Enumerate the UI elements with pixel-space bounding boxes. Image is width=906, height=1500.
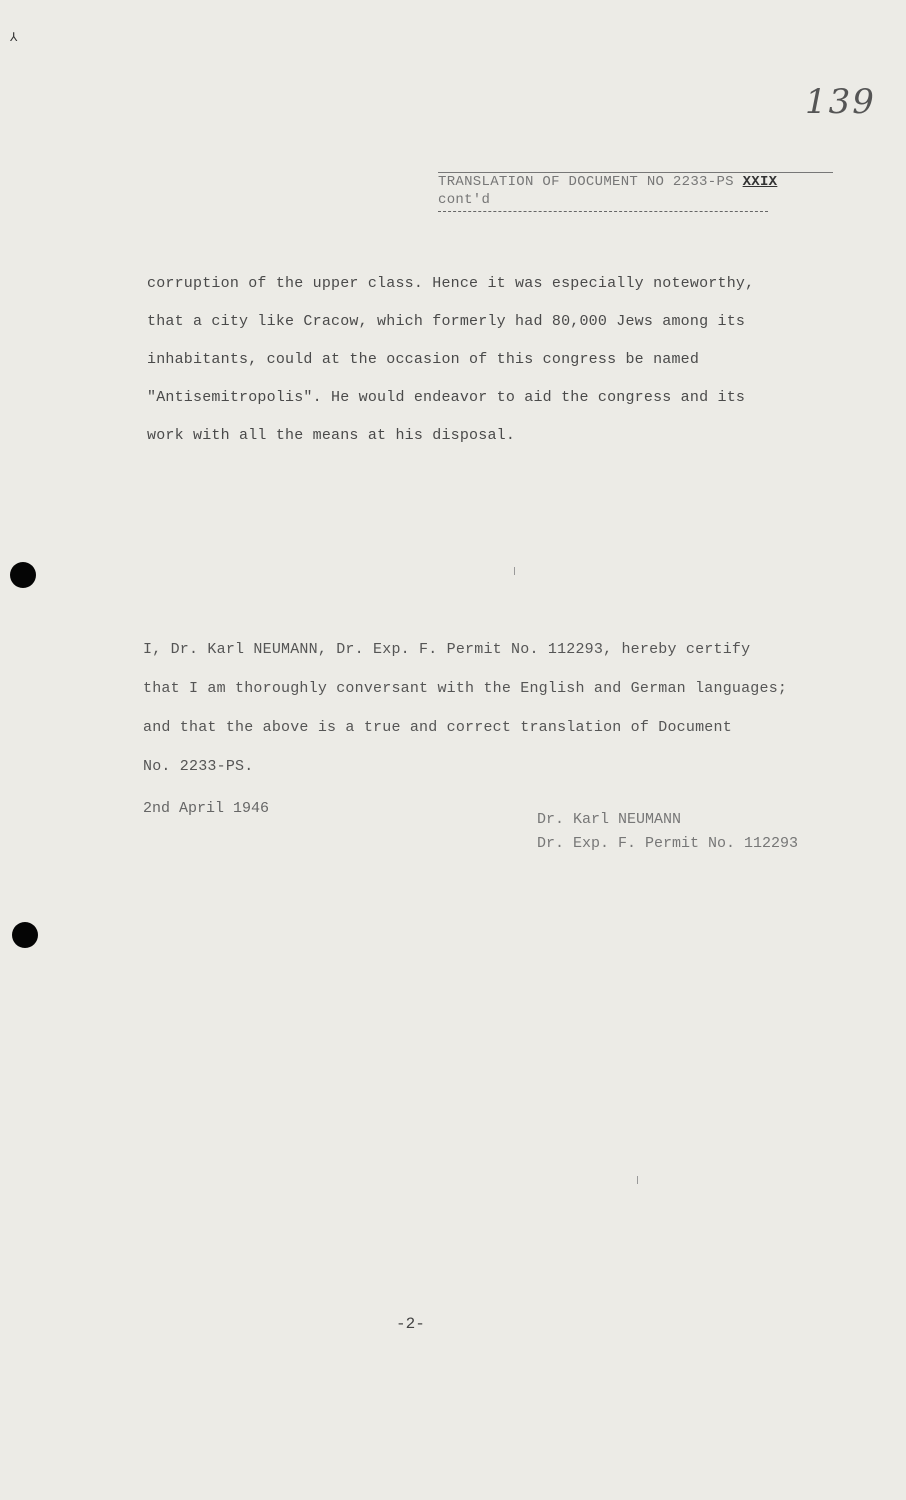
certification-date: 2nd April 1946 (143, 800, 270, 817)
body-line: "Antisemitropolis". He would endeavor to aid the congress and its (147, 389, 746, 406)
certification-line: that I am thoroughly conversant with the English and German languages; (143, 680, 788, 697)
handwritten-page-number: 139 (805, 82, 876, 122)
certification-line: and that the above is a true and correct translation of Document (143, 719, 732, 736)
document-header (438, 172, 833, 212)
certification-line: I, Dr. Karl NEUMANN, Dr. Exp. F. Permit No. 112293, hereby certify (143, 641, 751, 658)
body-line: inhabitants, could at the occasion of this congress be named (147, 351, 700, 368)
footer-page-number: -2- (396, 1315, 425, 1333)
header-title: TRANSLATION OF DOCUMENT NO 2233-PS (438, 174, 734, 190)
paper-speck (514, 567, 515, 575)
header-title-line (438, 172, 833, 190)
header-continued: cont'd (438, 192, 768, 212)
body-line: corruption of the upper class. Hence it was especially noteworthy, (147, 275, 755, 292)
paper-speck (637, 1176, 638, 1184)
signature-block (537, 808, 798, 856)
certification-paragraph (143, 630, 823, 786)
body-paragraph (147, 265, 807, 455)
signature-permit: Dr. Exp. F. Permit No. 112293 (537, 835, 799, 852)
margin-mark: ⅄ (10, 31, 18, 45)
punch-hole (10, 562, 36, 588)
punch-hole (12, 922, 38, 948)
signature-name: Dr. Karl NEUMANN (537, 811, 682, 828)
certification-line: No. 2233-PS. (143, 758, 254, 775)
body-line: that a city like Cracow, which formerly had 80,000 Jews among its (147, 313, 746, 330)
body-line: work with all the means at his disposal. (147, 427, 516, 444)
header-roman-numeral: XXIX (742, 174, 778, 190)
